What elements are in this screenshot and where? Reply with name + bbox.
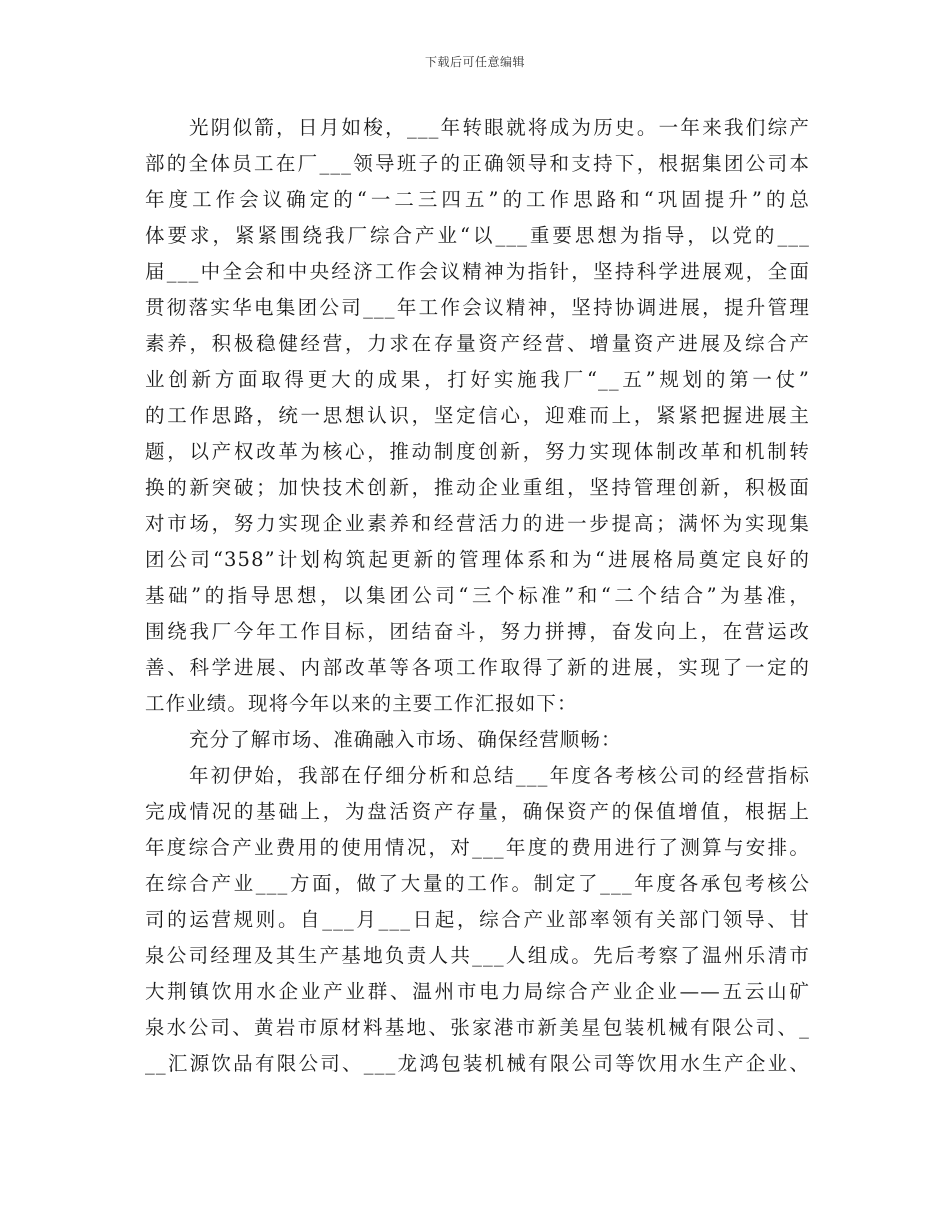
paragraph-line: 体要求，紧紧围绕我厂综合产业“以___重要思想为指导，以党的___ <box>145 224 810 247</box>
page-header: 下载后可任意编辑 <box>424 55 525 69</box>
paragraph-line: 对市场，努力实现企业素养和经营活力的进一步提高；满怀为实现集 <box>145 512 810 535</box>
paragraph-line: 在综合产业___方面，做了大量的工作。制定了___年度各承包考核公 <box>145 872 810 895</box>
paragraph-line: __汇源饮品有限公司、___龙鸿包装机械有限公司等饮用水生产企业、 <box>145 1052 810 1075</box>
paragraph-line: 泉公司经理及其生产基地负责人共___人组成。先后考察了温州乐清市 <box>145 944 810 967</box>
paragraph-line: 换的新突破；加快技术创新，推动企业重组，坚持管理创新，积极面 <box>145 476 810 499</box>
paragraph-line: 团公司“358”计划构筑起更新的管理体系和为“进展格局奠定良好的 <box>145 548 810 571</box>
paragraph-line: 的工作思路，统一思想认识，坚定信心，迎难而上，紧紧把握进展主 <box>145 404 810 427</box>
paragraph-line: 年度工作会议确定的“一二三四五”的工作思路和“巩固提升”的总 <box>145 188 810 211</box>
paragraph-line: 业创新方面取得更大的成果，打好实施我厂“__五”规划的第一仗” <box>145 368 810 391</box>
paragraph-line: 光阴似箭，日月如梭，___年转眼就将成为历史。一年来我们综产 <box>189 116 810 139</box>
paragraph-line: 届___中全会和中央经济工作会议精神为指针，坚持科学进展观，全面 <box>145 260 810 283</box>
paragraph-line: 完成情况的基础上，为盘活资产存量，确保资产的保值增值，根据上 <box>145 800 810 823</box>
paragraph-line: 年度综合产业费用的使用情况，对___年度的费用进行了测算与安排。 <box>145 836 810 859</box>
paragraph-line: 年初伊始，我部在仔细分析和总结___年度各考核公司的经营指标 <box>189 764 810 787</box>
paragraph-line: 大荆镇饮用水企业产业群、温州市电力局综合产业企业——五云山矿 <box>145 980 810 1003</box>
section-heading: 充分了解市场、准确融入市场、确保经营顺畅： <box>189 728 622 751</box>
paragraph-line: 题，以产权改革为核心，推动制度创新，努力实现体制改革和机制转 <box>145 440 810 463</box>
paragraph-line: 工作业绩。现将今年以来的主要工作汇报如下： <box>145 692 578 715</box>
paragraph-line: 司的运营规则。自___月___日起，综合产业部率领有关部门领导、甘 <box>145 908 810 931</box>
document-body <box>145 110 810 1082</box>
paragraph-line: 善、科学进展、内部改革等各项工作取得了新的进展，实现了一定的 <box>145 656 810 679</box>
paragraph-line: 泉水公司、黄岩市原材料基地、张家港市新美星包装机械有限公司、_ <box>145 1016 810 1039</box>
paragraph-line: 基础”的指导思想，以集团公司“三个标准”和“二个结合”为基准， <box>145 584 810 607</box>
paragraph-line: 部的全体员工在厂___领导班子的正确领导和支持下，根据集团公司本 <box>145 152 810 175</box>
paragraph-line: 围绕我厂今年工作目标，团结奋斗，努力拼搏，奋发向上，在营运改 <box>145 620 810 643</box>
paragraph-line: 贯彻落实华电集团公司___年工作会议精神，坚持协调进展，提升管理 <box>145 296 810 319</box>
paragraph-line: 素养，积极稳健经营，力求在存量资产经营、增量资产进展及综合产 <box>145 332 810 355</box>
